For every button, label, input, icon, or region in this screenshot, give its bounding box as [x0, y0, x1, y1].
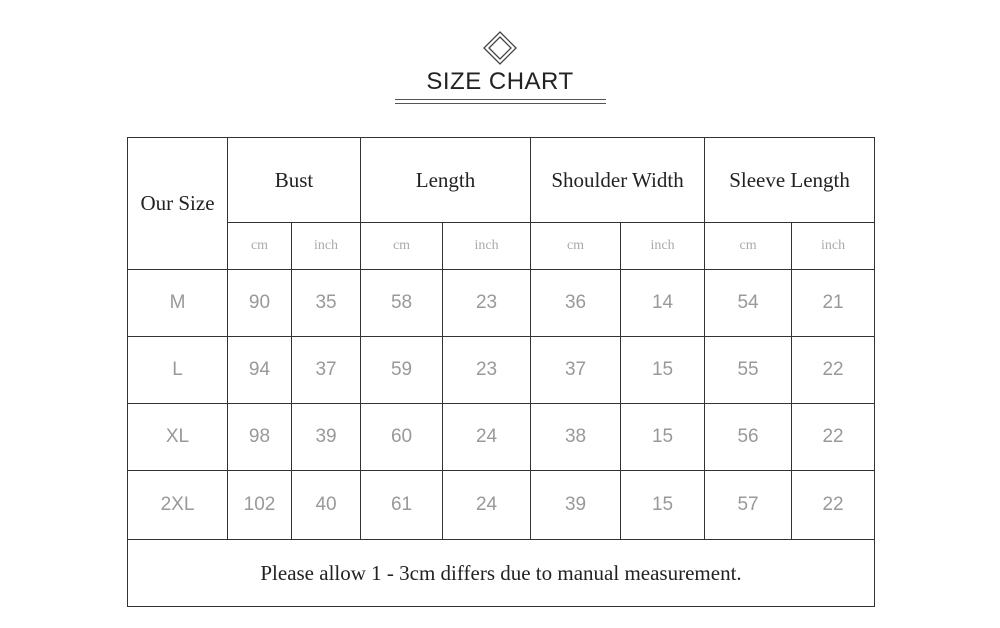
table-cell: 36 — [531, 270, 621, 337]
table-cell: 39 — [531, 471, 621, 540]
page-title: SIZE CHART — [426, 68, 574, 95]
unit-cell: cm — [361, 223, 443, 270]
table-cell: 22 — [792, 471, 875, 540]
table-cell: 22 — [792, 337, 875, 404]
table-cell: 21 — [792, 270, 875, 337]
measurement-note: Please allow 1 - 3cm differs due to manual measurement. — [128, 540, 875, 607]
unit-cell: cm — [531, 223, 621, 270]
table-row — [128, 404, 875, 471]
table-cell: 35 — [292, 270, 361, 337]
table-cell: 55 — [705, 337, 792, 404]
size-table-container — [127, 137, 875, 607]
table-cell: 37 — [531, 337, 621, 404]
table-cell: 37 — [292, 337, 361, 404]
table-cell: 15 — [621, 337, 705, 404]
size-column-header: Our Size — [128, 138, 228, 270]
table-cell: 54 — [705, 270, 792, 337]
group-header-bust: Bust — [228, 138, 361, 223]
unit-cell: cm — [228, 223, 292, 270]
table-cell: 90 — [228, 270, 292, 337]
table-cell: 94 — [228, 337, 292, 404]
table-cell: 22 — [792, 404, 875, 471]
unit-cell: cm — [705, 223, 792, 270]
table-cell: 56 — [705, 404, 792, 471]
table-cell: 39 — [292, 404, 361, 471]
title-underline — [395, 99, 606, 100]
title-underline-second — [395, 103, 606, 104]
diamond-icon — [482, 30, 518, 66]
group-header-sleeve-length: Sleeve Length — [705, 138, 875, 223]
table-cell: 59 — [361, 337, 443, 404]
table-row — [128, 471, 875, 540]
unit-cell: inch — [792, 223, 875, 270]
table-cell: 102 — [228, 471, 292, 540]
table-cell: 40 — [292, 471, 361, 540]
table-cell: 23 — [443, 270, 531, 337]
note-row — [128, 540, 875, 607]
table-cell: 14 — [621, 270, 705, 337]
table-row — [128, 270, 875, 337]
unit-cell: inch — [443, 223, 531, 270]
table-cell: 58 — [361, 270, 443, 337]
group-header-length: Length — [361, 138, 531, 223]
size-cell: XL — [128, 404, 228, 471]
size-cell: L — [128, 337, 228, 404]
unit-cell: inch — [621, 223, 705, 270]
table-row — [128, 337, 875, 404]
table-cell: 61 — [361, 471, 443, 540]
table-cell: 24 — [443, 404, 531, 471]
unit-row — [128, 223, 875, 270]
table-cell: 15 — [621, 404, 705, 471]
table-cell: 98 — [228, 404, 292, 471]
table-cell: 38 — [531, 404, 621, 471]
unit-cell: inch — [292, 223, 361, 270]
table-cell: 57 — [705, 471, 792, 540]
header — [0, 0, 1000, 120]
table-cell: 23 — [443, 337, 531, 404]
table-cell: 24 — [443, 471, 531, 540]
table-cell: 15 — [621, 471, 705, 540]
size-cell: 2XL — [128, 471, 228, 540]
size-table — [127, 137, 875, 607]
group-header-shoulder-width: Shoulder Width — [531, 138, 705, 223]
table-cell: 60 — [361, 404, 443, 471]
size-cell: M — [128, 270, 228, 337]
header-row — [128, 138, 875, 223]
